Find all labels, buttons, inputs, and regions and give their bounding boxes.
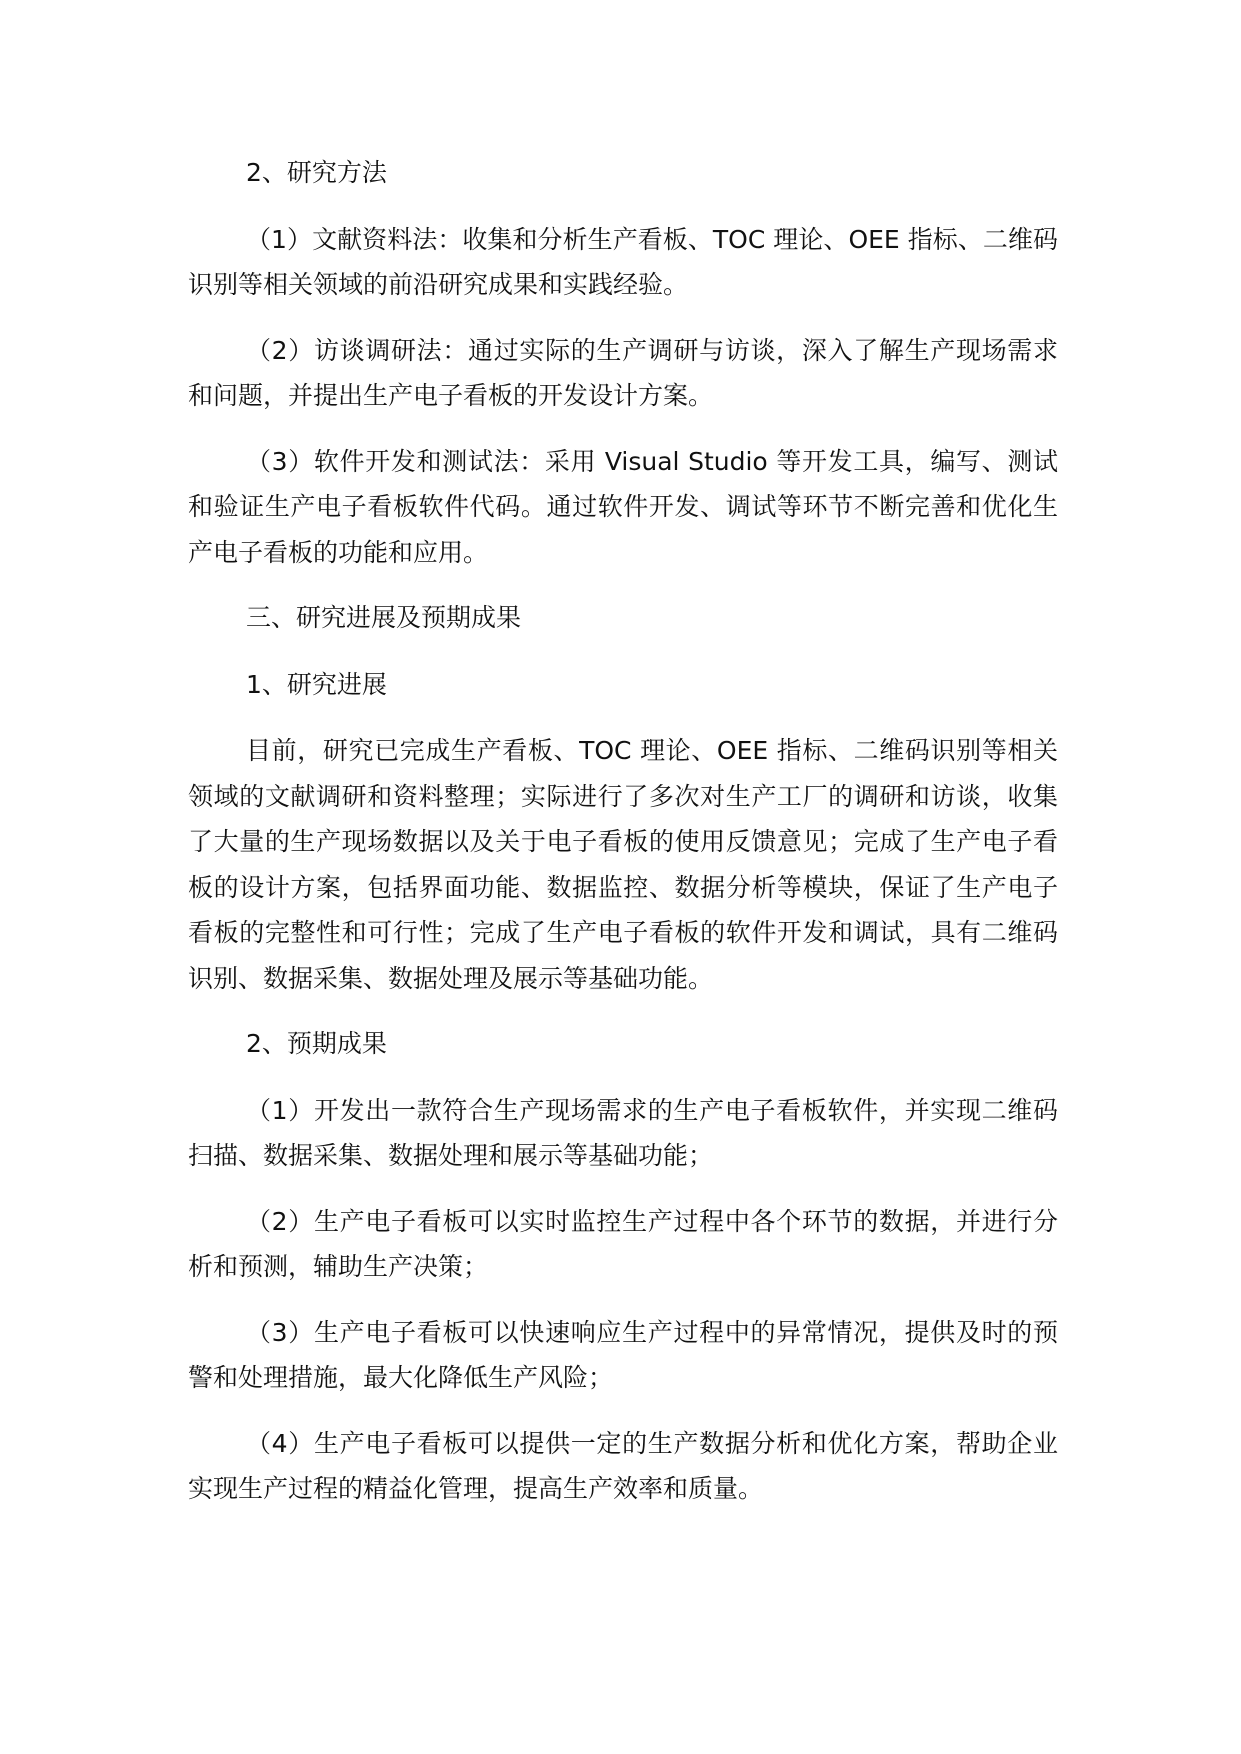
progress-paragraph: 目前，研究已完成生产看板、TOC 理论、OEE 指标、二维码识别等相关领域的文献调研和资料整理；实际进行了多次对生产工厂的调研和访谈，收集了大量的生产现场数据以及关于电子看板的使用反馈意见；完成了生产电子看板的设计方案，包括界面功能、数据监控、数据分析等模块，保证了生产电子看板的完整性和可行性；完成了生产电子看板的软件开发和调试，具有二维码识别、数据采集、数据处理及展示等基础功能。	[188, 736, 1058, 993]
method-paragraph-3: （3）软件开发和测试法：采用 Visual Studio 等开发工具，编写、测试和验证生产电子看板软件代码。通过软件开发、调试等环节不断完善和优化生产电子看板的功能和应用。	[188, 446, 1058, 567]
method-paragraph-2: （2）访谈调研法：通过实际的生产调研与访谈，深入了解生产现场需求和问题，并提出生产电子看板的开发设计方案。	[188, 335, 1058, 410]
section-heading-progress-and-results: 三、研究进展及预期成果	[246, 603, 522, 632]
section-heading-research-method: 2、研究方法	[246, 158, 387, 187]
expected-paragraph-3: （3）生产电子看板可以快速响应生产过程中的异常情况，提供及时的预警和处理措施，最大化降低生产风险；	[188, 1317, 1058, 1392]
document-body	[188, 150, 1058, 1512]
subsection-heading-expected: 2、预期成果	[246, 1029, 387, 1058]
method-paragraph-1: （1）文献资料法：收集和分析生产看板、TOC 理论、OEE 指标、二维码识别等相关领域的前沿研究成果和实践经验。	[188, 224, 1058, 299]
expected-paragraph-2: （2）生产电子看板可以实时监控生产过程中各个环节的数据，并进行分析和预测，辅助生产决策；	[188, 1206, 1058, 1281]
expected-paragraph-1: （1）开发出一款符合生产现场需求的生产电子看板软件，并实现二维码扫描、数据采集、数据处理和展示等基础功能；	[188, 1095, 1058, 1170]
subsection-heading-progress: 1、研究进展	[246, 669, 387, 699]
expected-paragraph-4: （4）生产电子看板可以提供一定的生产数据分析和优化方案，帮助企业实现生产过程的精益化管理，提高生产效率和质量。	[188, 1428, 1058, 1503]
